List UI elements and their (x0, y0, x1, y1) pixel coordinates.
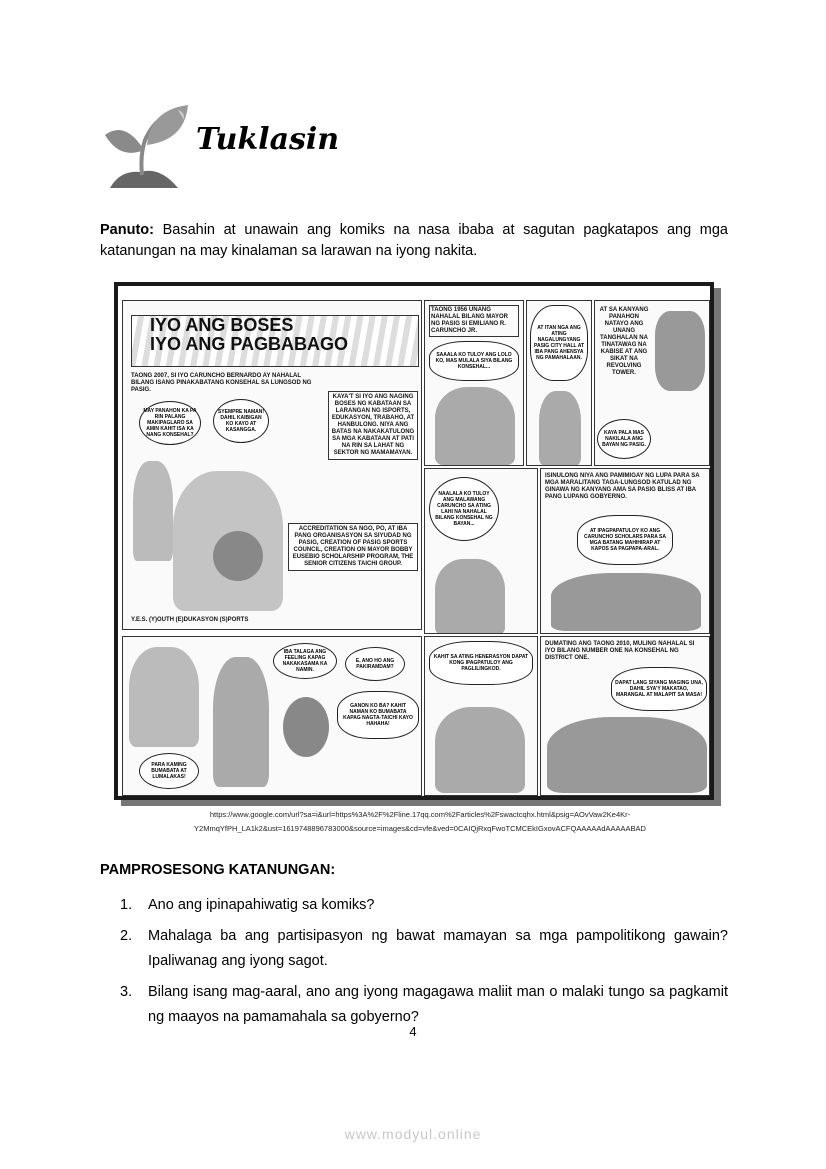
speech-bubble: PARA KAMING BUMABATA AT LUMALAKAS! (139, 753, 199, 789)
questions-heading: PAMPROSESONG KATANUNGAN: (100, 862, 336, 878)
comic-caption: ISINULONG NIYA ANG PAMIMIGAY NG LUPA PARA SA MGA MARALITANG TAGA-LUNGSOD KATULAD NG GINAWA NG KANYANG AMA SA PASIG BLISS AT IBA PANG LUPANG GOBYERNO. (545, 473, 700, 500)
comic-panel-9 (540, 636, 710, 796)
comic-figure (435, 559, 505, 634)
comic-panel-3 (526, 300, 592, 466)
speech-bubble: E, ANO HO ANG PAKIRAMDAM? (345, 647, 405, 681)
comic-panel-4 (594, 300, 710, 466)
crowd (547, 717, 707, 793)
instructions-text: Basahin at unawain ang komiks na nasa ibaba at sagutan pagkatapos ang mga katanungan na may kinalaman sa larawan na iyong nakita. (100, 222, 728, 259)
comic-image (114, 282, 714, 800)
comic-panel-8 (424, 636, 538, 796)
question-number: 1. (120, 897, 133, 913)
source-url-line-2: Y2MmqYfPH_LA1k2&ust=1619748896783000&source=images&cd=vfe&ved=0CAIQjRxqFwoTCMCEkIGxovACFQAAAAAdAAAAABAD (194, 824, 646, 833)
instructions-label: Panuto: (100, 222, 154, 238)
question-number: 2. (120, 928, 133, 944)
comic-caption: DUMATING ANG TAONG 2010, MULING NAHALAL SI IYO BILANG NUMBER ONE NA KONSEHAL NG DISTRICT ONE. (545, 641, 695, 661)
question-item (120, 980, 728, 1030)
yes-label: Y.E.S. (Y)OUTH (E)DUKASYON (S)PORTS (131, 617, 281, 624)
comic-caption: TAONG 2007, SI IYO CARUNCHO BERNARDO AY NAHALAL BILANG ISANG PINAKABATANG KONSEHAL SA LUNGSOD NG PASIG. (131, 373, 312, 393)
question-text: Bilang isang mag-aaral, ano ang iyong magagawa maliit man o malaki tungo sa pagkamit ng maayos na pamamahala sa gobyerno? (148, 984, 728, 1025)
question-text: Ano ang ipinapahiwatig sa komiks? (148, 897, 375, 913)
instructions (100, 220, 728, 262)
headline-line-1: IYO ANG BOSES (150, 315, 294, 335)
page-number: 4 (409, 1024, 417, 1039)
comic-headline (131, 315, 419, 367)
question-text: Mahalaga ba ang partisipasyon ng bawat mamayan sa mga pampolitikong gawain? Ipaliwanag ang iyong sagot. (148, 928, 728, 969)
question-number: 3. (120, 984, 133, 1000)
speech-bubble: NAALALA KO TULOY ANG MALAWANG CARUNCHO SA ATING LAHI NA NAHALAL BILANG KONSEHAL NG BAYAN... (429, 477, 499, 541)
section-title: Tuklasin (196, 122, 340, 157)
comic-panel-1 (122, 300, 422, 630)
speech-bubble: AT IPAGPAPATULOY KO ANG CARUNCHO SCHOLARS PARA SA MGA BATANG MAHIHIRAP AT KAPOS SA PAGPAPA-ARAL. (577, 515, 673, 565)
comic-caption: KAYA'T SI IYO ANG NAGING BOSES NG KABATAAN SA LARANGAN NG ISPORTS, EDUKASYON, TRABAHO, AT HANBULONG. NIYA ANG BATAS NA NAKAKATULONG SA MGA KABATAAN AT PATI NA RIN SA LAHAT NG SEKTOR NG MAMAMAYAN. (328, 391, 418, 460)
comic-figure (213, 657, 269, 787)
comic-figure (551, 573, 701, 631)
question-item (120, 924, 728, 974)
comic-caption: TAONG 1956 UNANG NAHALAL BILANG MAYOR NG PASIG SI EMILIANO R. CARUNCHO JR. (429, 305, 519, 337)
tree (283, 697, 329, 757)
speech-bubble: GANON KO BA? KAHIT NAMAN KO BUMABATA KAPAG NAGTA-TAICHI KAYO HAHAHA! (337, 691, 419, 739)
comic-figure (539, 391, 581, 465)
watermark: www.modyul.online (344, 1126, 482, 1142)
basketball (213, 531, 263, 581)
speech-bubble: KAHIT SA ATING HENERASYON DAPAT KONG IPAGPATULOY ANG PAGLILINGKOD. (429, 641, 533, 685)
speech-bubble: MAY PANAHON KA PA RIN PALANG MAKIPAGLARO SA AMIN KAHIT ISA KA NANG KONSEHAL? (139, 401, 201, 445)
speech-bubble: KAYA PALA MAS NAKILALA ANG BAYAN NG PASIG. (597, 419, 651, 459)
speech-bubble: DAPAT LANG SIYANG MAGING UNA, DAHIL SYA'Y MAKATAO, MARANGAL AT MALAPIT SA MASA! (611, 667, 707, 711)
speech-bubble: SYEMPRE NAMAN! DAHIL KAIBIGAN KO KAYO AT KASANGGA. (213, 399, 269, 443)
city-hall (435, 707, 525, 793)
source-url (100, 808, 740, 836)
comic-panel-5 (424, 468, 538, 634)
speech-bubble: IBA TALAGA ANG FEELING KAPAG NAKAKASAMA KA NAMIN. (273, 643, 337, 679)
comic-panel-6 (540, 468, 710, 634)
question-item (120, 893, 728, 918)
headline-line-2: IYO ANG PAGBABAGO (150, 334, 349, 354)
comic-panel-7 (122, 636, 422, 796)
comic-figure (129, 647, 199, 747)
comic-figure (435, 387, 515, 465)
source-url-line-1: https://www.google.com/url?sa=i&url=https%3A%2F%2Fline.17qq.com%2Farticles%2Fswactcqhx.html&psig=AOvVaw2Ke4Kr- (209, 810, 631, 819)
comic-panel-2 (424, 300, 524, 466)
comic-caption: AT SA KANYANG PANAHON NATAYO ANG UNANG TANGHALAN NA TINATAWAG NA KABISE AT ANG SIKAT NA REVOLVING TOWER. (599, 307, 649, 376)
comic-caption: ACCREDITATION SA NGO, PO, AT IBA PANG ORGANISASYON SA SIYUDAD NG PASIG, CREATION OF PASIG SPORTS COUNCIL, CREATION ON MAYOR BOBBY EUSEBIO SCHOLARSHIP PROGRAM, THE SENIOR CITIZENS TAICHI GROUP. (288, 523, 418, 571)
sprout-icon (100, 100, 190, 190)
questions-list (120, 893, 728, 1036)
tower-image (655, 311, 705, 391)
speech-bubble: SAAALA KO TULOY ANG LOLO KO, MAS MULALA SIYA BILANG KONSEHAL... (429, 341, 519, 381)
comic-figure (133, 461, 173, 561)
speech-bubble: AT ITAN NGA ANG ATING NAGALUNGYANG PASIG CITY HALL AT IBA PANG AHENSYA NG PAMAHALAAN. (530, 305, 588, 381)
